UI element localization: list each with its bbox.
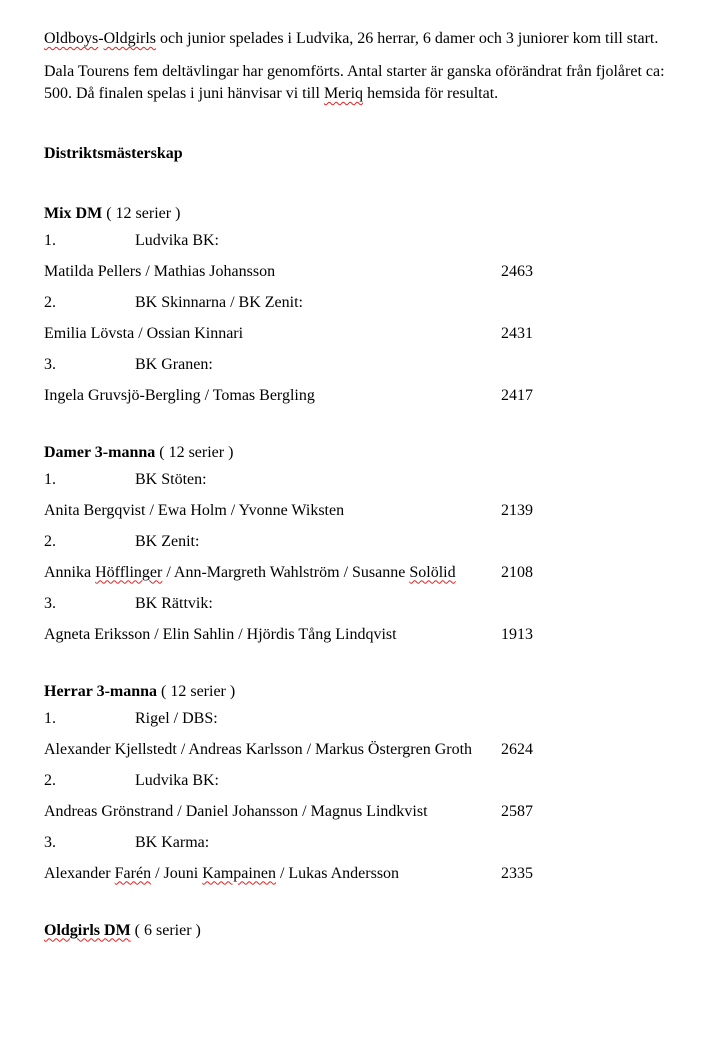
result-players-row [44, 256, 684, 287]
text-fragment: / Ann-Margreth Wahlström / Susanne [162, 563, 410, 581]
spellcheck-word: Farén [114, 864, 152, 882]
player-names: Emilia Lövsta / Ossian Kinnari [44, 324, 244, 342]
score: 2335 [501, 864, 533, 882]
club: Rigel / DBS: [135, 709, 218, 727]
player-names: Ingela Gruvsjö-Bergling / Tomas Bergling [44, 386, 315, 404]
score: 2139 [501, 501, 533, 519]
result-players-row [44, 318, 684, 349]
text-fragment: Annika [44, 563, 96, 581]
club: BK Zenit: [135, 532, 200, 550]
section-title: Oldgirls DM [44, 921, 131, 939]
player-names: Alexander Kjellstedt / Andreas Karlsson / Markus Östergren Groth [44, 740, 473, 758]
section-subtitle: ( 12 serier ) [102, 204, 181, 222]
club: Ludvika BK: [135, 771, 219, 789]
section-title: Herrar 3-manna [44, 682, 158, 700]
result-players-row [44, 796, 684, 827]
player-names: Andreas Grönstrand / Daniel Johansson / Magnus Lindkvist [44, 802, 428, 820]
text-fragment: Alexander [44, 864, 115, 882]
section-subtitle: ( 6 serier ) [130, 921, 201, 939]
document-page [44, 28, 684, 942]
spacer [44, 116, 684, 143]
result-players-row [44, 619, 684, 650]
result-players-row [44, 858, 684, 889]
section-title: Mix DM [44, 204, 103, 222]
rank: 3. [44, 594, 56, 612]
intro-paragraph-1 [44, 28, 684, 51]
score: 2108 [501, 563, 533, 581]
section-subtitle: ( 12 serier ) [157, 682, 236, 700]
rank: 3. [44, 833, 56, 851]
rank: 1. [44, 470, 56, 488]
section-heading-oldgirls [44, 920, 684, 942]
result-club-row [44, 588, 684, 619]
text-fragment: - [98, 30, 104, 47]
result-players-row [44, 557, 684, 588]
spellcheck-word: Oldgirls [103, 30, 157, 47]
club: BK Karma: [135, 833, 210, 851]
rank: 3. [44, 355, 56, 373]
text-fragment: hemsida för resultat. [363, 85, 499, 102]
score: 2431 [501, 324, 533, 342]
player-names [44, 858, 399, 889]
intro-paragraph-2 [44, 61, 684, 106]
club: BK Stöten: [135, 470, 207, 488]
spellcheck-word: Oldboys [44, 30, 99, 47]
player-names: Agneta Eriksson / Elin Sahlin / Hjördis Tång Lindqvist [44, 625, 397, 643]
result-club-row [44, 703, 684, 734]
rank: 2. [44, 532, 56, 550]
score: 1913 [501, 625, 533, 643]
rank: 2. [44, 771, 56, 789]
score: 2587 [501, 802, 533, 820]
result-club-row [44, 827, 684, 858]
result-players-row [44, 734, 684, 765]
spacer [44, 889, 684, 920]
result-club-row [44, 526, 684, 557]
section-heading-damer [44, 442, 684, 464]
result-club-row [44, 349, 684, 380]
result-club-row [44, 225, 684, 256]
rank: 2. [44, 293, 56, 311]
spellcheck-word: Solölid [409, 563, 456, 581]
score: 2463 [501, 262, 533, 280]
rank: 1. [44, 709, 56, 727]
player-names: Matilda Pellers / Mathias Johansson [44, 262, 276, 280]
section-heading-herrar [44, 681, 684, 703]
club: Ludvika BK: [135, 231, 219, 249]
text-fragment: / Jouni [151, 864, 203, 882]
result-players-row [44, 495, 684, 526]
spellcheck-word: Kampainen [202, 864, 276, 882]
spellcheck-word: Höfflinger [95, 563, 163, 581]
section-heading-mix [44, 203, 684, 225]
text-fragment: Dala Tourens fem deltävlingar har genomförts. Antal starter är ganska oförändrat från fjolåret ca: 500. Då finalen spelas i juni hänvisar vi till [44, 62, 665, 102]
section-subtitle: ( 12 serier ) [155, 443, 234, 461]
rank: 1. [44, 231, 56, 249]
result-players-row [44, 380, 684, 411]
player-names: Anita Bergqvist / Ewa Holm / Yvonne Wiksten [44, 501, 345, 519]
score: 2417 [501, 386, 533, 404]
result-club-row [44, 287, 684, 318]
result-club-row [44, 464, 684, 495]
club: BK Rättvik: [135, 594, 213, 612]
spacer [44, 165, 684, 203]
club: BK Skinnarna / BK Zenit: [135, 293, 303, 311]
text-fragment: / Lukas Andersson [275, 864, 400, 882]
main-heading: Distriktsmästerskap [44, 144, 183, 162]
section-title: Damer 3-manna [44, 443, 156, 461]
spacer [44, 650, 684, 681]
club: BK Granen: [135, 355, 213, 373]
spacer [44, 411, 684, 442]
player-names [44, 557, 456, 588]
text-fragment: och junior spelades i Ludvika, 26 herrar, 6 damer och 3 juniorer kom till start. [156, 30, 659, 47]
score: 2624 [501, 740, 533, 758]
spellcheck-word: Meriq [323, 85, 364, 102]
result-club-row [44, 765, 684, 796]
